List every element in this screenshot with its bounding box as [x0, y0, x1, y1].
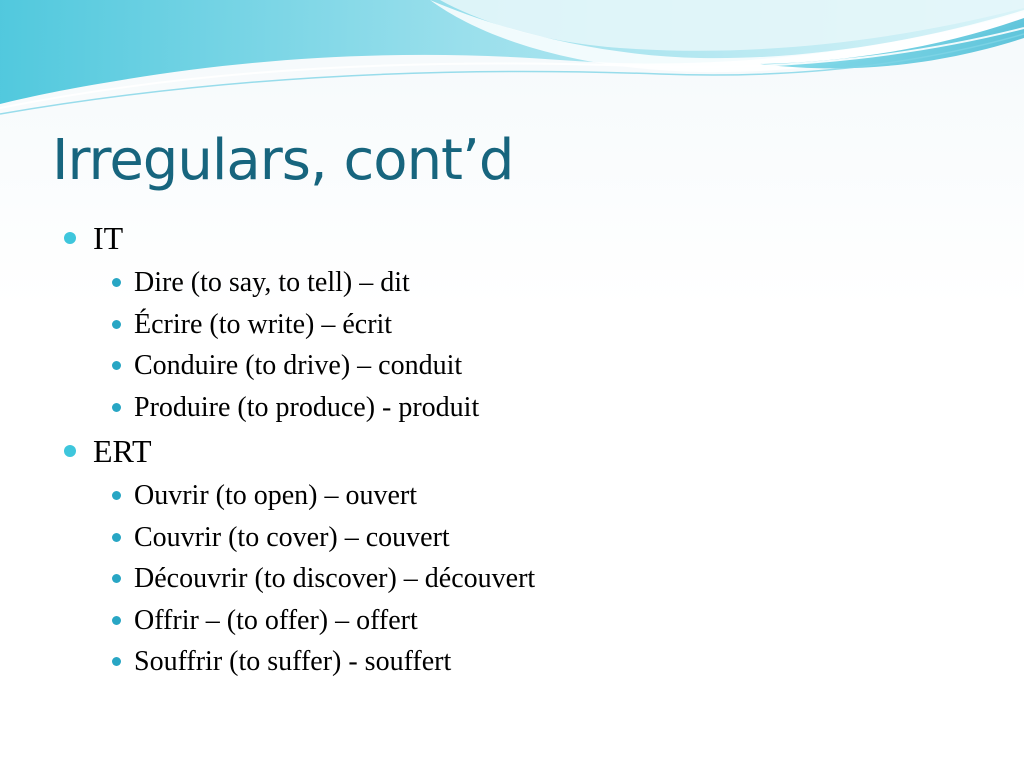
group-ert — [60, 431, 1000, 683]
list-item-text: Souffrir (to suffer) - souffert — [134, 646, 452, 677]
bullet-list — [60, 218, 1000, 683]
group-it — [60, 218, 1000, 428]
list-item — [93, 558, 1000, 600]
list-item-text: Offrir – (to offer) – offert — [134, 604, 418, 636]
list-item-text: Couvrir (to cover) – couvert — [134, 521, 450, 553]
list-item — [93, 641, 1000, 683]
bullet-dot-icon — [112, 278, 121, 287]
list-item — [93, 262, 1000, 304]
list-item-text: Conduire (to drive) – conduit — [134, 350, 463, 381]
sub-bullet-list — [93, 262, 1000, 428]
sub-bullet-list — [93, 475, 1000, 683]
bullet-dot-icon — [112, 403, 121, 412]
bullet-content — [60, 218, 1000, 686]
list-item — [93, 517, 1000, 559]
bullet-dot-icon — [112, 616, 121, 625]
list-item — [93, 345, 1000, 387]
bullet-dot-icon — [112, 657, 121, 666]
list-item — [93, 304, 1000, 346]
header-wave-decoration — [0, 0, 1024, 130]
list-item-text: Écrire (to write) – écrit — [134, 308, 393, 340]
group-label: ERT — [93, 433, 152, 469]
bullet-dot-icon — [64, 232, 76, 244]
bullet-dot-icon — [64, 445, 76, 457]
list-item — [93, 387, 1000, 429]
bullet-dot-icon — [112, 574, 121, 583]
slide-title: Irregulars, cont’d — [52, 128, 514, 193]
list-item-text: Dire (to say, to tell) – dit — [134, 267, 410, 298]
bullet-dot-icon — [112, 533, 121, 542]
bullet-dot-icon — [112, 491, 121, 500]
group-label: IT — [93, 220, 124, 256]
list-item-text: Produire (to produce) - produit — [134, 391, 480, 423]
list-item — [93, 600, 1000, 642]
bullet-dot-icon — [112, 320, 121, 329]
list-item-text: Découvrir (to discover) – découvert — [134, 563, 536, 594]
list-item-text: Ouvrir (to open) – ouvert — [134, 480, 418, 511]
bullet-dot-icon — [112, 361, 121, 370]
list-item — [93, 475, 1000, 517]
